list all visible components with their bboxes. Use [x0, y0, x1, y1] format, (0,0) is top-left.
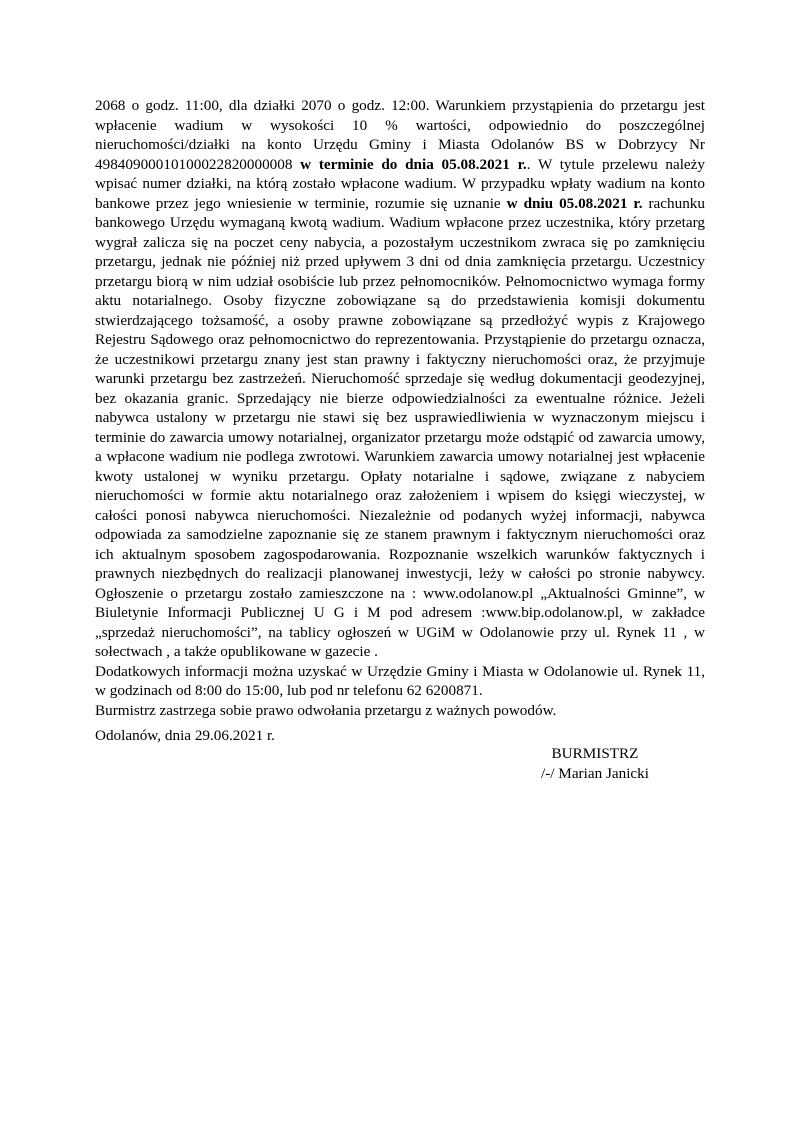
place-and-date: Odolanów, dnia 29.06.2021 r.	[95, 727, 275, 744]
signatory-name: /-/ Marian Janicki	[541, 764, 649, 782]
conditions-text-1: 2068 o godz. 11:00, dla działki 2070 o godz. 12:00. Warunkiem przystąpienia do przetargu jest wpłacenie wadium w wysokości 10 % wartości, odpowiednio do poszczególnej nieruchomości/działki na konto Urzędu Gminy i Miasta Odolanów BS w Dobrzycy Nr 49840900010100022820000008	[95, 97, 705, 173]
paragraph-conditions	[95, 96, 705, 662]
paragraph-contact-info: Dodatkowych informacji można uzyskać w Urzędzie Gminy i Miasta w Odolanowie ul. Rynek 11, w godzinach od 8:00 do 15:00, lub pod nr telefonu 62 6200871.	[95, 662, 705, 699]
conditions-text-3: rachunku bankowego Urzędu wymaganą kwotą wadium. Wadium wpłacone przez uczestnika, który przetarg wygrał zalicza się na poczet ceny nabycia, a pozostałym uczestnikom zwraca się po zamknięciu przetargu, jednak nie później niż przed upływem 3 dni od dnia zamknięcia przetargu. Uczestnicy przetargu biorą w nim udział osobiście lub przez pełnomocników. Pełnomocnictwo wymaga formy aktu notarialnego. Osoby fizyczne zobowiązane są do przedstawienia komisji dokumentu stwierdzającego tożsamość, a osoby prawne zobowiązane są przedłożyć wypis z Krajowego Rejestru Sądowego oraz pełnomocnictwo do reprezentowania. Przystąpienie do przetargu oznacza, że uczestnikowi przetargu znany jest stan prawny i faktyczny nieruchomości oraz, że przyjmuje warunki przetargu bez zastrzeżeń. Nieruchomość sprzedaje się według dokumentacji geodezyjnej, bez okazania granic. Sprzedający nie bierze odpowiedzialności za ewentualne różnice. Jeżeli nabywca ustalony w przetargu nie stawi się bez usprawiedliwienia w wyznaczonym miejscu i terminie do zawarcia umowy notarialnej, organizator przetargu może odstąpić od zawarcia umowy, a wpłacone wadium nie podlega zwrotowi. Warunkiem zawarcia umowy notarialnej jest wpłacenie kwoty ustalonej w wyniku przetargu. Opłaty notarialne i sądowe, związane z nabyciem nieruchomości w formie aktu notarialnego oraz założeniem i wpisem do księgi wieczystej, w całości ponosi nabywca nieruchomości. Niezależnie od podanych wyżej informacji, nabywca odpowiada za samodzielne zapoznanie się ze stanem prawnym i faktycznym nieruchomości oraz ich aktualnym sposobem zagospodarowania. Rozpoznanie wszelkich warunków faktycznych i prawnych niezbędnych do realizacji planowanej inwestycji, leży w całości po stronie nabywcy. Ogłoszenie o przetargu zostało zamieszczone na : www.odolanow.pl „Aktualności Gminne”, w Biuletynie Informacji Publicznej U G i M pod adresem :www.bip.odolanow.pl, w zakładce „sprzedaż nieruchomości”, na tablicy ogłoszeń w UGiM w Odolanowie przy ul. Rynek 11 , w sołectwach , a także opublikowane w gazecie .	[95, 194, 705, 660]
deadline-bold-2: w dniu 05.08.2021 r.	[506, 194, 643, 212]
conditions-text-2: . W tytule przelewu należy wpisać numer działki, na którą zostało wpłacone wadium. W przypadku wpłaty wadium na konto bankowe przez jego wniesienie w terminie, rozumie się uznanie	[95, 155, 705, 212]
signature-block	[530, 744, 660, 783]
paragraph-cancellation-right: Burmistrz zastrzega sobie prawo odwołania przetargu z ważnych powodów.	[95, 701, 557, 719]
signatory-title: BURMISTRZ	[551, 745, 639, 762]
announcement-body	[95, 96, 705, 720]
deadline-bold-1: w terminie do dnia 05.08.2021 r.	[300, 155, 527, 173]
